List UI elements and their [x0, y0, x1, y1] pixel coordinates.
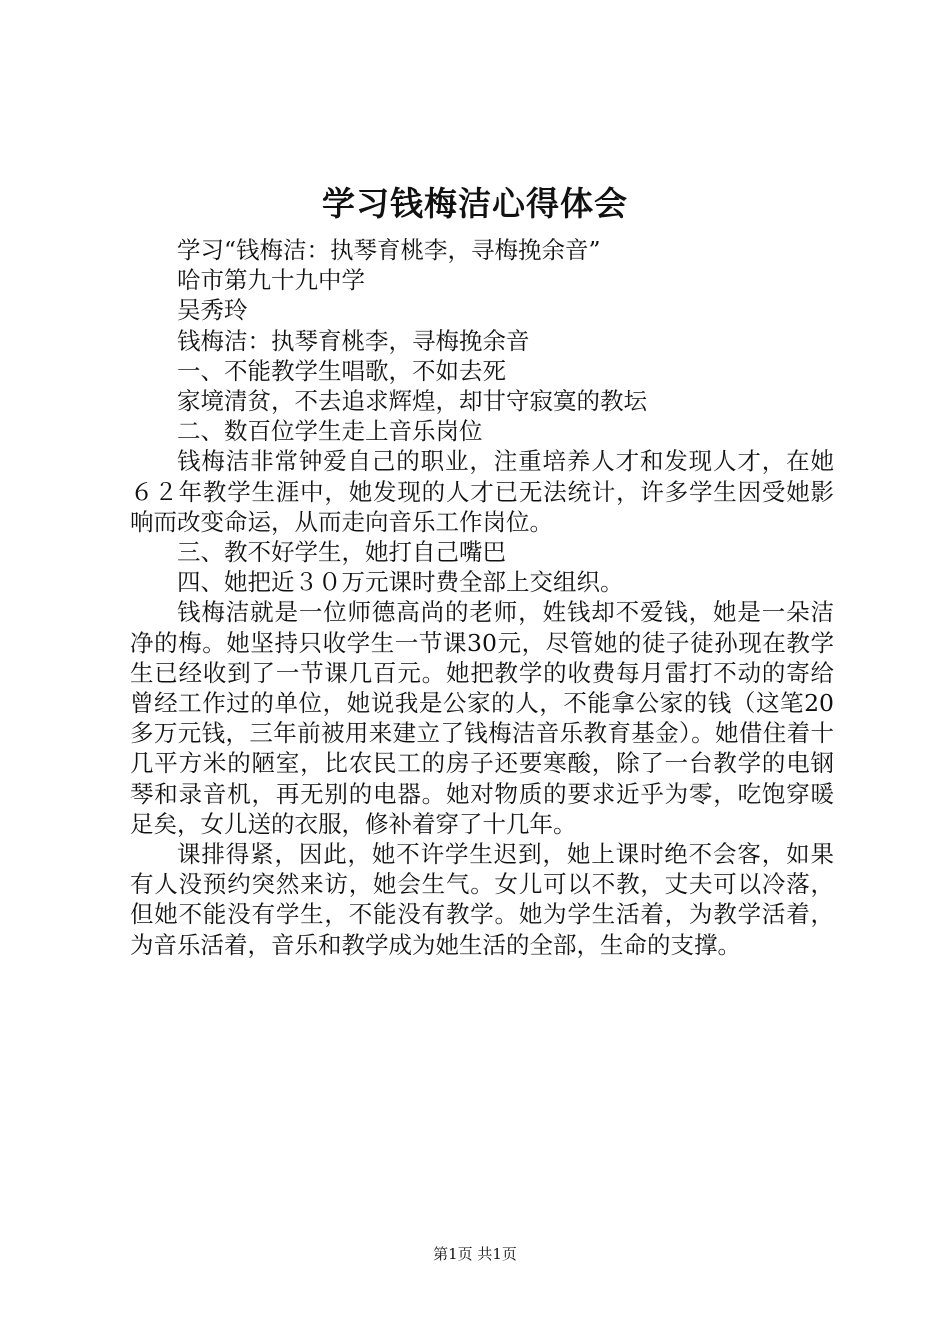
paragraph: 钱梅洁就是一位师德高尚的老师，姓钱却不爱钱，她是一朵洁净的梅。她坚持只收学生一节课30元，尽管她的徒子徒孙现在教学生已经收到了一节课几百元。她把教学的收费每月雷打不动的寄给曾经工作过的单位，她说我是公家的人，不能拿公家的钱（这笔20多万元钱，三年前被用来建立了钱梅洁音乐教育基金）。她借住着十几平方米的陋室，比农民工的房子还要寒酸，除了一台教学的电钢琴和录音机，再无别的电器。她对物质的要求近乎为零，吃饱穿暖足矣，女儿送的衣服，修补着穿了十几年。	[130, 598, 834, 838]
document-body	[130, 235, 834, 960]
paragraph: 四、她把近３０万元课时费全部上交组织。	[177, 568, 624, 597]
paragraph: 学习“钱梅洁：执琴育桃李，寻梅挽余音”	[177, 236, 601, 264]
paragraph: 家境清贫，不去追求辉煌，却甘守寂寞的教坛	[177, 387, 647, 416]
page-footer: 第1页 共1页	[433, 1245, 517, 1263]
paragraph: 一、不能教学生唱歌，不如去死	[177, 356, 506, 385]
paragraph: 哈市第九十九中学	[177, 266, 365, 295]
paragraph: 钱梅洁：执琴育桃李，寻梅挽余音	[177, 326, 530, 355]
document-title: 学习钱梅洁心得体会	[322, 184, 628, 223]
paragraph: 吴秀玲	[177, 296, 248, 325]
paragraph: 课排得紧，因此，她不许学生迟到，她上课时绝不会客，如果有人没预约突然来访，她会生气。女儿可以不教，丈夫可以冷落，但她不能没有学生，不能没有教学。她为学生活着，为教学活着，为音乐活着，音乐和教学成为她生活的全部，生命的支撑。	[130, 840, 834, 959]
paragraph: 二、数百位学生走上音乐岗位	[177, 417, 483, 446]
paragraph: 三、教不好学生，她打自己嘴巴	[177, 538, 506, 567]
paragraph: 钱梅洁非常钟爱自己的职业，注重培养人才和发现人才，在她６２年教学生涯中，她发现的人才已无法统计，许多学生因受她影响而改变命运，从而走向音乐工作岗位。	[130, 447, 834, 536]
